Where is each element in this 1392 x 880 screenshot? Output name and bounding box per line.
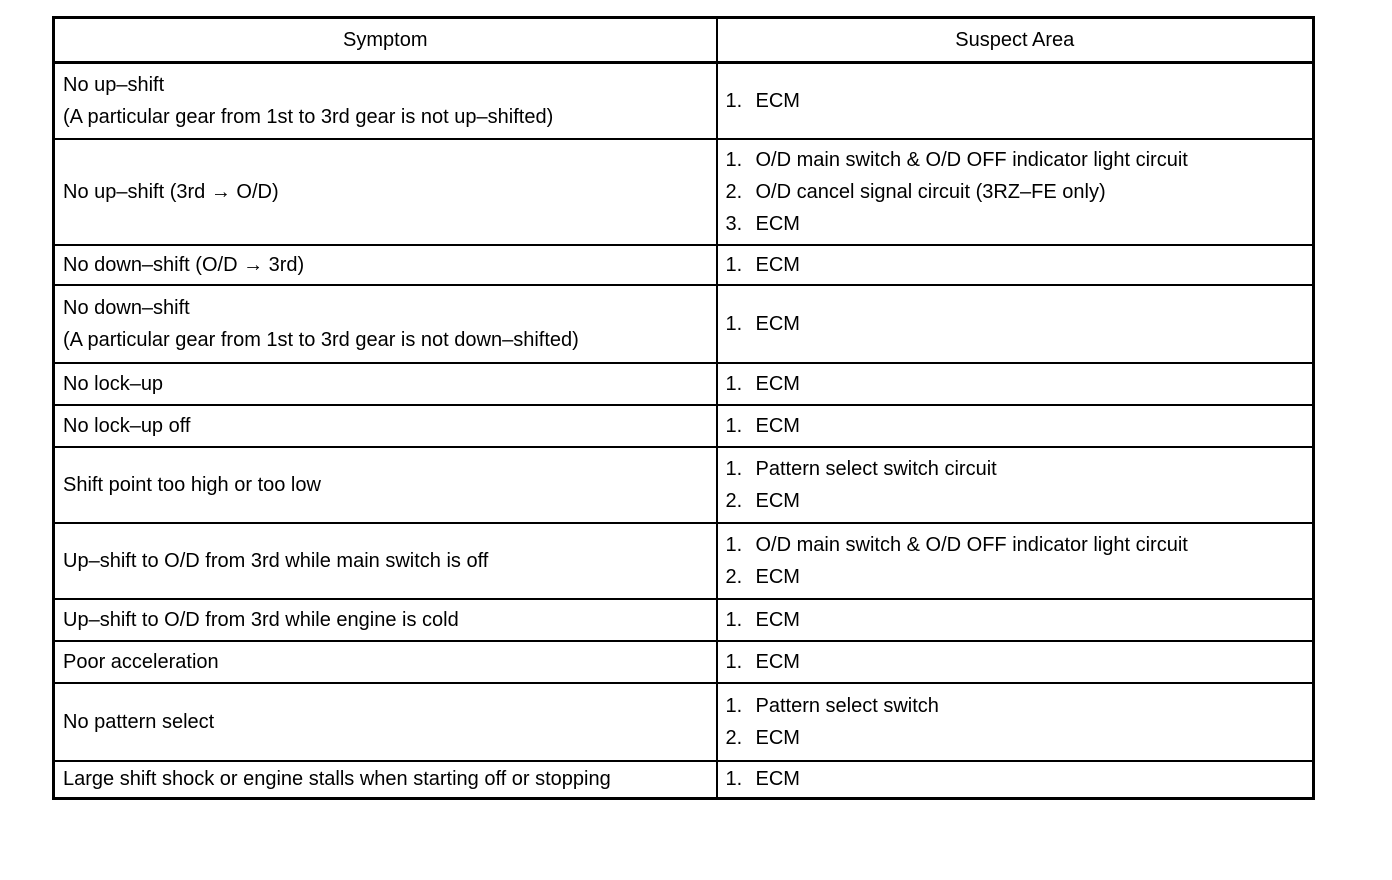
suspect-area-cell (717, 523, 1314, 599)
suspect-area-item (726, 208, 1305, 240)
item-text: O/D main switch & O/D OFF indicator light circuit (755, 148, 1188, 171)
symptom-text: (A particular gear from 1st to 3rd gear is not up–shifted) (63, 105, 554, 128)
item-number: 1. (725, 312, 743, 335)
table-row (54, 363, 1314, 405)
suspect-area-cell (717, 285, 1314, 363)
symptom-text: No down–shift (63, 296, 190, 319)
suspect-area-item (726, 453, 1305, 485)
item-text: ECM (755, 414, 800, 437)
suspect-area-cell (717, 405, 1314, 447)
item-number: 1. (725, 533, 743, 556)
suspect-area-item (726, 763, 1305, 795)
item-number: 1. (725, 694, 743, 717)
table-row (54, 245, 1314, 285)
suspect-area-cell (717, 63, 1314, 139)
suspect-area-cell (717, 139, 1314, 245)
item-number: 1. (725, 608, 743, 631)
item-number: 1. (725, 89, 743, 112)
suspect-area-cell (717, 245, 1314, 285)
item-text: O/D cancel signal circuit (3RZ–FE only) (755, 180, 1106, 203)
suspect-area-item (726, 249, 1305, 281)
suspect-area-item (726, 646, 1305, 678)
symptom-table (52, 16, 1315, 800)
table-row (54, 523, 1314, 599)
item-number: 1. (725, 457, 743, 480)
item-text: ECM (755, 372, 800, 395)
item-number: 1. (725, 768, 743, 791)
table-row (54, 683, 1314, 761)
suspect-area-item (726, 561, 1305, 593)
troubleshooting-sheet (52, 16, 1312, 800)
symptom-text: No pattern select (63, 710, 215, 733)
symptom-text: Up–shift to O/D from 3rd while engine is cold (63, 608, 459, 631)
suspect-area-item (726, 529, 1305, 561)
symptom-column-header: Symptom (54, 18, 717, 63)
item-number: 1. (725, 253, 743, 276)
item-text: ECM (755, 89, 800, 112)
symptom-text: Large shift shock or engine stalls when starting off or stopping (63, 768, 611, 791)
symptom-text: No up–shift (63, 73, 165, 96)
table-row (54, 761, 1314, 799)
item-number: 1. (725, 650, 743, 673)
item-text: ECM (755, 212, 800, 235)
symptom-text: Poor acceleration (63, 650, 219, 673)
symptom-text: No up–shift (3rd → O/D) (63, 180, 279, 203)
symptom-text: No lock–up (63, 372, 164, 395)
table-row (54, 599, 1314, 641)
suspect-area-item (726, 410, 1305, 442)
symptom-cell (54, 641, 717, 683)
item-text: ECM (755, 253, 800, 276)
item-text: ECM (755, 768, 800, 791)
suspect-area-item (726, 176, 1305, 208)
suspect-area-item (726, 368, 1305, 400)
table-row (54, 285, 1314, 363)
suspect-area-item (726, 144, 1305, 176)
item-text: Pattern select switch (755, 694, 939, 717)
symptom-cell (54, 683, 717, 761)
item-number: 1. (725, 148, 743, 171)
suspect-area-item (726, 485, 1305, 517)
suspect-area-cell (717, 599, 1314, 641)
suspect-area-column-header: Suspect Area (717, 18, 1314, 63)
item-text: ECM (755, 489, 800, 512)
suspect-area-item (726, 85, 1305, 117)
item-text: ECM (755, 312, 800, 335)
table-row (54, 405, 1314, 447)
item-number: 3. (725, 212, 743, 235)
symptom-cell (54, 285, 717, 363)
header-row (54, 18, 1314, 63)
item-number: 2. (725, 565, 743, 588)
item-number: 2. (725, 489, 743, 512)
symptom-text: No down–shift (O/D → 3rd) (63, 253, 305, 276)
suspect-area-cell (717, 683, 1314, 761)
symptom-cell (54, 63, 717, 139)
suspect-area-cell (717, 363, 1314, 405)
suspect-area-item (726, 722, 1305, 754)
symptom-text: (A particular gear from 1st to 3rd gear is not down–shifted) (63, 328, 579, 351)
table-body (54, 63, 1314, 799)
item-number: 1. (725, 414, 743, 437)
symptom-cell (54, 447, 717, 523)
suspect-area-cell (717, 447, 1314, 523)
symptom-text: Shift point too high or too low (63, 473, 321, 496)
symptom-cell (54, 523, 717, 599)
suspect-area-item (726, 690, 1305, 722)
item-number: 1. (725, 372, 743, 395)
symptom-text: Up–shift to O/D from 3rd while main switch is off (63, 549, 489, 572)
symptom-cell (54, 599, 717, 641)
symptom-cell (54, 761, 717, 799)
item-number: 2. (725, 180, 743, 203)
suspect-area-cell (717, 761, 1314, 799)
item-text: ECM (755, 608, 800, 631)
symptom-text: No lock–up off (63, 414, 191, 437)
item-text: Pattern select switch circuit (755, 457, 997, 480)
item-text: O/D main switch & O/D OFF indicator light circuit (755, 533, 1188, 556)
symptom-cell (54, 139, 717, 245)
suspect-area-cell (717, 641, 1314, 683)
table-row (54, 447, 1314, 523)
item-text: ECM (755, 650, 800, 673)
table-row (54, 641, 1314, 683)
symptom-cell (54, 363, 717, 405)
item-number: 2. (725, 726, 743, 749)
symptom-cell (54, 245, 717, 285)
item-text: ECM (755, 726, 800, 749)
suspect-area-item (726, 308, 1305, 340)
symptom-cell (54, 405, 717, 447)
table-row (54, 139, 1314, 245)
item-text: ECM (755, 565, 800, 588)
table-row (54, 63, 1314, 139)
suspect-area-item (726, 604, 1305, 636)
